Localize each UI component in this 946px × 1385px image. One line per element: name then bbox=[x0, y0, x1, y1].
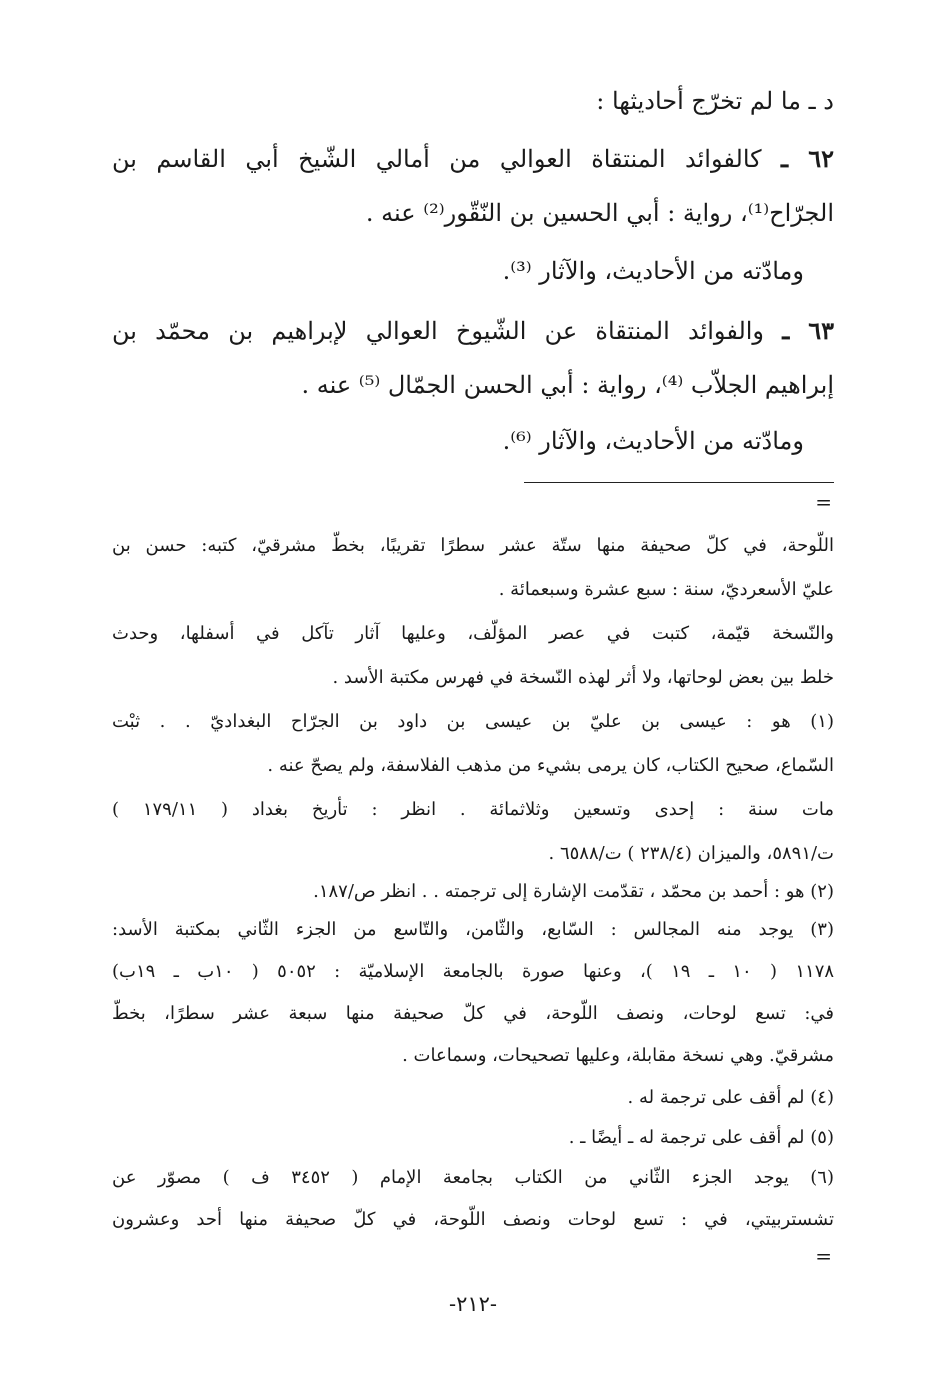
item-62-line-3: ومادّته من الأحاديث، والآثار ⁽³⁾. bbox=[502, 257, 804, 285]
footnote-separator bbox=[524, 482, 834, 483]
continuation-mark-bottom: = bbox=[815, 1244, 832, 1268]
footnote-line: ١١٧٨ ( ١٠ ـ ١٩ )، وعنها صورة بالجامعة الإسلاميّة : ٥٠٥٢ ( ١٠ب ـ ١٩ب) bbox=[112, 961, 835, 982]
item-63-line-2: إبراهيم الجلاّب ⁽⁴⁾، رواية : أبي الحسن الجمّال ⁽⁵⁾ عنه . bbox=[301, 371, 834, 399]
footnote-line: (٥) لم أقف على ترجمة له ـ أيضًا ـ . bbox=[568, 1127, 834, 1148]
footnote-line: (٣) يوجد منه المجالس : السّابع، والثّامن، والتّاسع من الجزء الثّاني بمكتبة الأسد: bbox=[112, 919, 834, 940]
item-62-line-1 bbox=[112, 144, 834, 174]
footnote-line: مشرقيّ. وهي نسخة مقابلة، وعليها تصحيحات، وسماعات . bbox=[402, 1045, 834, 1066]
footnote-line: ت/٥٨٩١، والميزان (٢٣٨/٤ ) ت/٦٥٨٨ . bbox=[548, 843, 834, 864]
footnote-line: عليّ الأسعرديّ، سنة : سبع عشرة وسبعمائة . bbox=[498, 579, 834, 600]
footnote-line: خلط بين بعض لوحاتها، ولا أثر لهذه النّسخة في فهرس مكتبة الأسد . bbox=[332, 667, 834, 688]
item-62-number: ٦٢ ـ bbox=[781, 144, 835, 173]
footnote-line: السّماع، صحيح الكتاب، كان يرمى بشيء من مذهب الفلاسفة، ولم يصحّ عنه . bbox=[267, 755, 834, 776]
footnote-line: اللّوحة، في كلّ صحيفة منها ستّة عشر سطرًا تقريبًا، بخطّ مشرقيّ، كتبه: حسن بن bbox=[112, 535, 834, 556]
section-heading: د ـ ما لم تخرّج أحاديثها : bbox=[596, 87, 834, 115]
item-62-line-2: الجرّاح⁽¹⁾، رواية : أبي الحسين بن النّقّور⁽²⁾ عنه . bbox=[365, 199, 834, 227]
item-63-line-1 bbox=[112, 316, 834, 346]
continuation-mark-top: = bbox=[815, 490, 832, 514]
footnote-line: في: تسع لوحات، ونصف اللّوحة، في كلّ صحيفة منها سبعة عشر سطرًا، بخطّ bbox=[112, 1003, 834, 1024]
footnote-line: تشستربيتي، في : تسع لوحات ونصف اللّوحة، في كلّ صحيفة منها أحد وعشرون bbox=[112, 1209, 834, 1230]
footnote-line: (٢) هو : أحمد بن محمّد ، تقدّمت الإشارة إلى ترجمته . . انظر ص/١٨٧. bbox=[313, 881, 834, 902]
item-63-text-1: والفوائد المنتقاة عن الشّيوخ العوالي لإبراهيم بن محمّد بن bbox=[112, 317, 765, 345]
footnote-line: (٦) يوجد الجزء الثّاني من الكتاب بجامعة الإمام ( ٣٤٥٢ ف ) مصوّر عن bbox=[112, 1167, 834, 1188]
footnote-line: مات سنة : إحدى وتسعين وثلاثمائة . انظر : تأريخ بغداد ( ١٧٩/١١ ) bbox=[112, 799, 834, 820]
footnote-line: والنّسخة قيّمة، كتبت في عصر المؤلّف، وعليها آثار تآكل في أسفلها، وحدث bbox=[112, 623, 834, 644]
item-63-line-3: ومادّته من الأحاديث، والآثار ⁽⁶⁾. bbox=[502, 427, 804, 455]
footnote-line: (١) هو : عيسى بن عليّ بن عيسى بن داود بن الجرّاح البغداديّ . . ثبْت bbox=[112, 711, 834, 732]
item-62-text-1: كالفوائد المنتقاة العوالي من أمالي الشّيخ أبي القاسم بن bbox=[112, 145, 762, 173]
footnote-line: (٤) لم أقف على ترجمة له . bbox=[627, 1087, 834, 1108]
page-number: -٢١٢- bbox=[448, 1292, 498, 1316]
item-63-number: ٦٣ ـ bbox=[782, 316, 834, 345]
